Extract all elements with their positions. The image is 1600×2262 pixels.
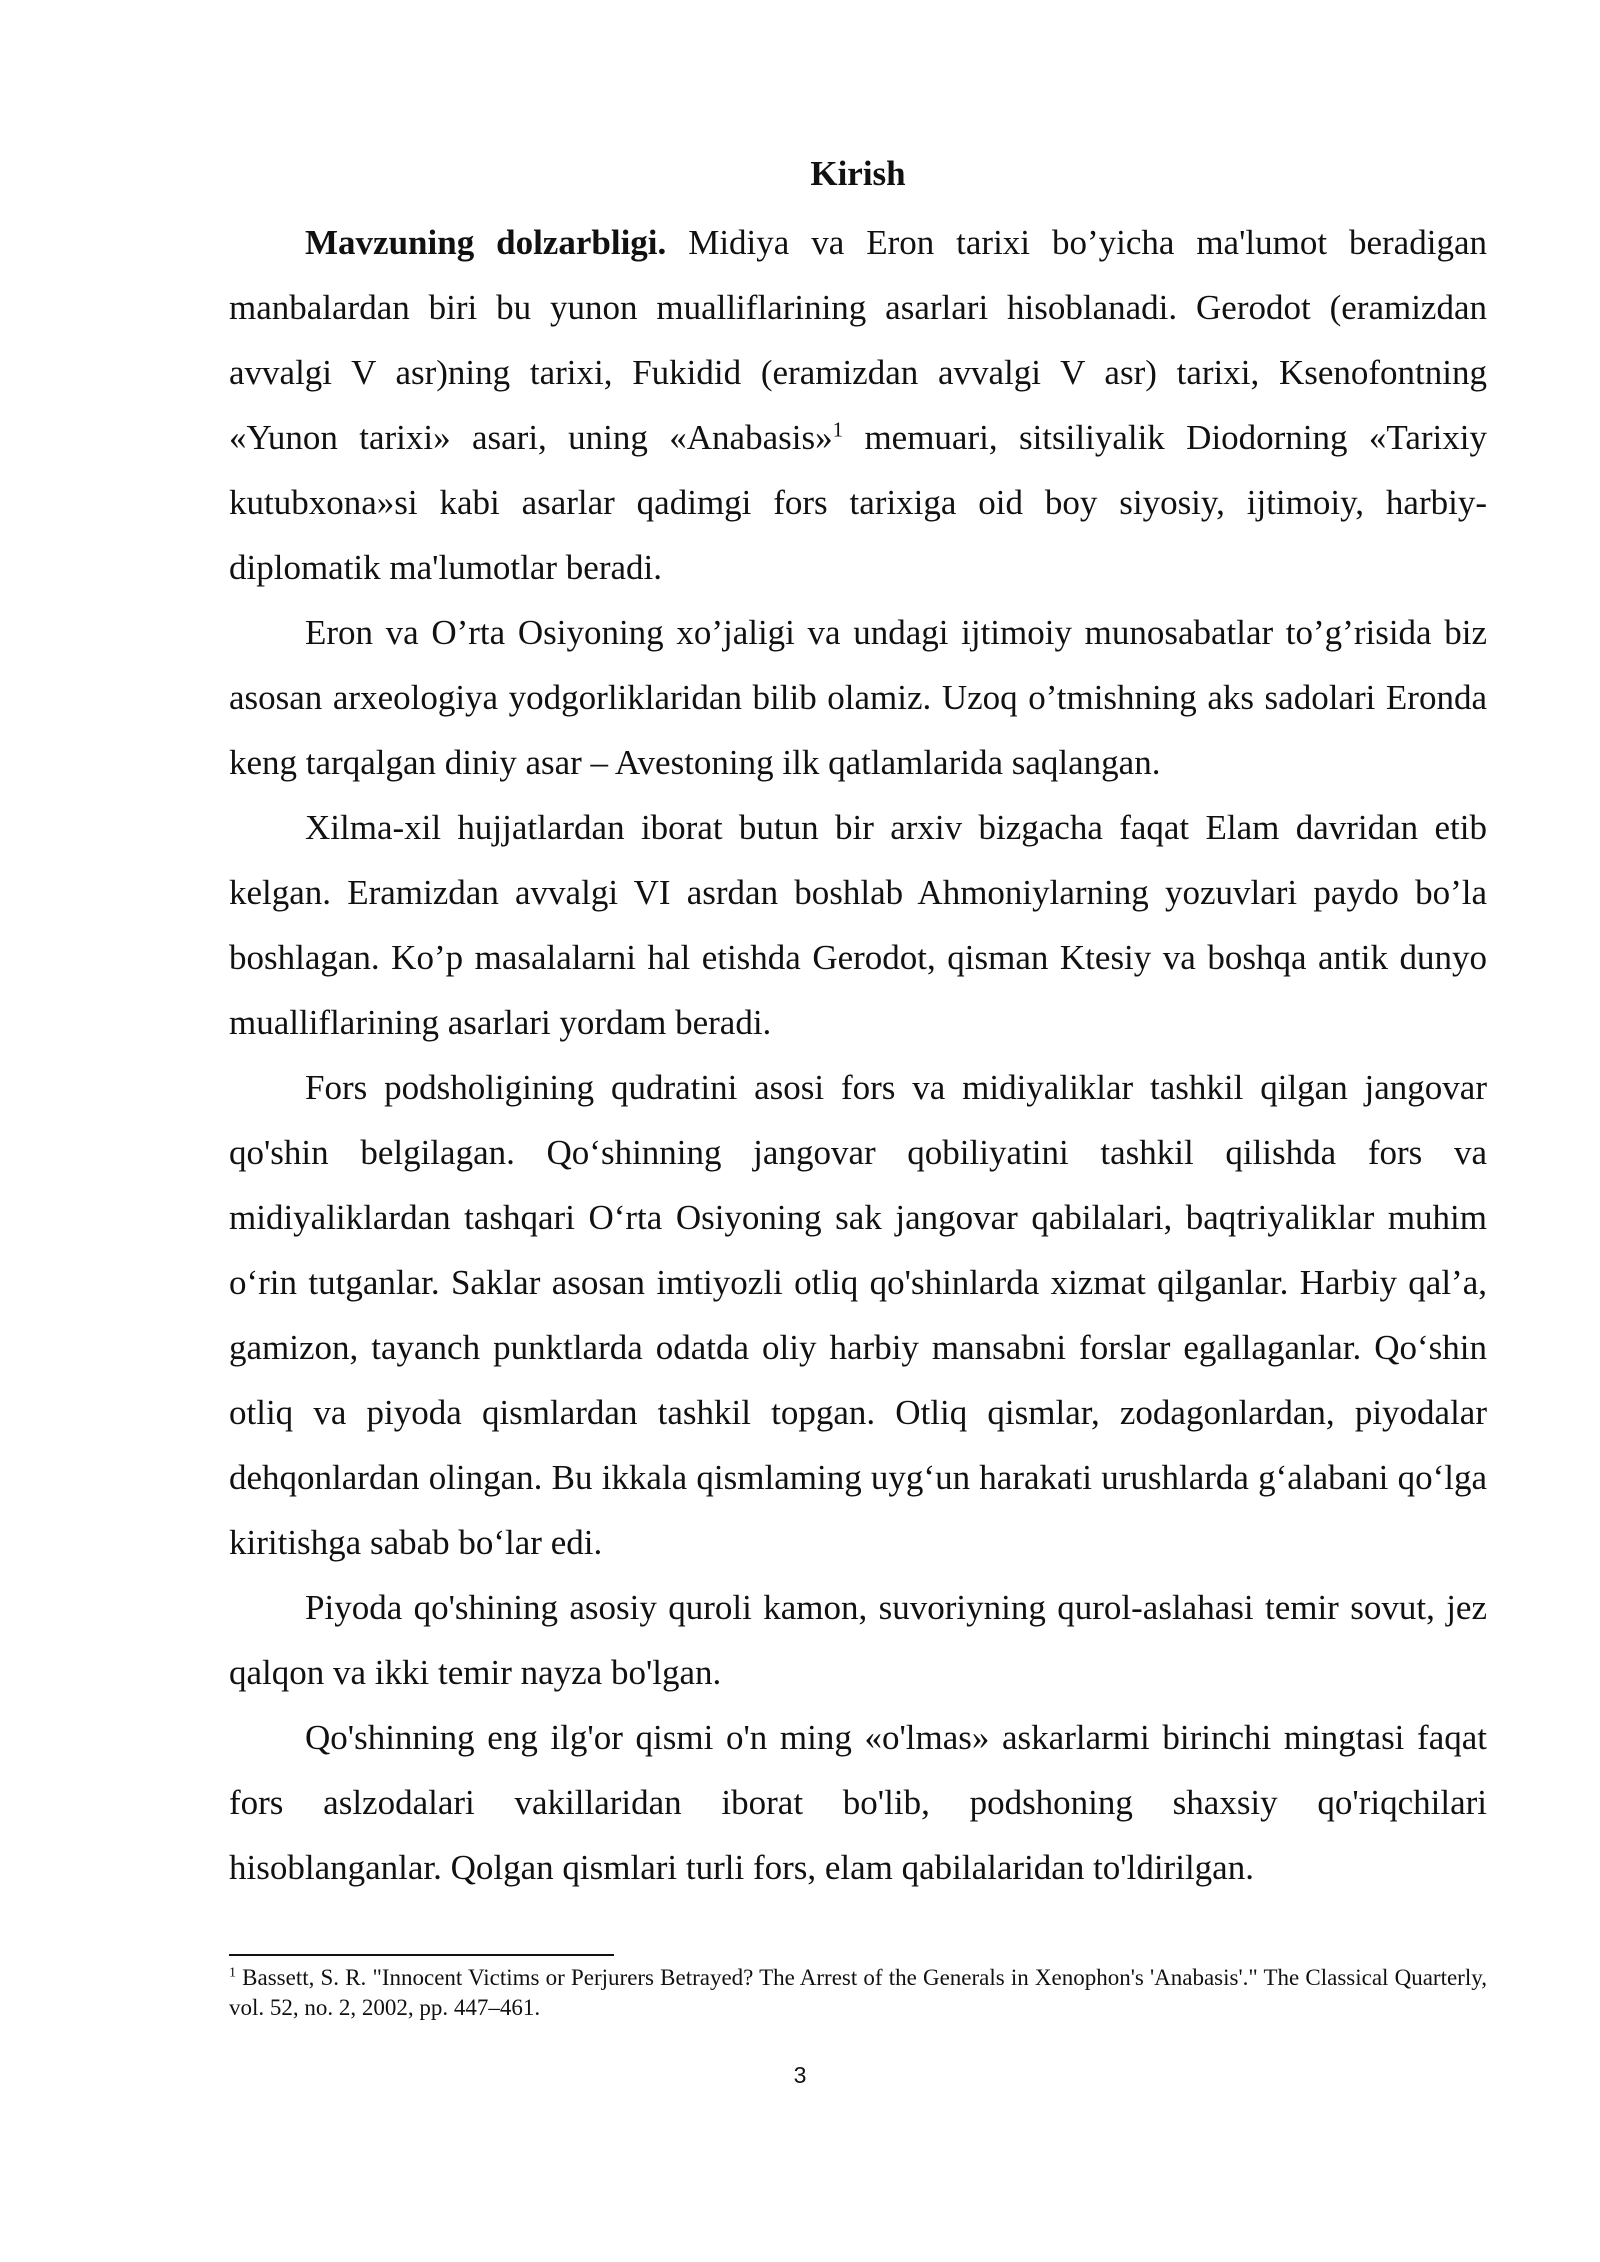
- lead-phrase: Mavzuning dolzarbligi.: [305, 223, 667, 262]
- intro-text-start: Midiya va Eron tarixi bo’yicha ma'lumot beradigan manbalardan biri bu yunon mualliflarining asarlari hisoblanadi. Gerodot (eramizdan avvalgi V asr)ning tarixi, Fukidid (eramizdan avvalgi V asr) tarixi, Ksenofontning «Yunon tarixi» asari, uning «Anabasis»: [229, 223, 1487, 457]
- intro-text-end: memuari, sitsiliyalik Diodorning «Tarixiy kutubxona»si kabi asarlar qadimgi fors tarixiga oid boy siyosiy, ijtimoiy, harbiy-diplomatik ma'lumotlar beradi.: [229, 418, 1487, 587]
- footnote-separator: [229, 1954, 614, 1956]
- body-paragraph: Fors podsholigining qudratini asosi fors va midiyaliklar tashkil qilgan jangovar qo'shin belgilagan. Qo‘shinning jangovar qobiliyatini tashkil qilishda fors va midiyaliklardan tashqari O‘rta Osiyoning sak jangovar qabilalari, baqtriyaliklar muhim o‘rin tutganlar. Saklar asosan imtiyozli otliq qo'shinlarda xizmat qilganlar. Harbiy qal’a, gamizon, tayanch punktlarda odatda oliy harbiy mansabni forslar egallaganlar. Qo‘shin otliq va piyoda qismlardan tashkil topgan. Otliq qismlar, zodagonlardan, piyodalar dehqonlardan olingan. Bu ikkala qismlaming uyg‘un harakati urushlarda g‘alabani qo‘lga kiritishga sabab bo‘lar edi.: [229, 1068, 1487, 1562]
- footnote-reference[interactable]: 1: [832, 417, 844, 442]
- footnote-mark: 1: [229, 1965, 236, 1981]
- body-paragraph: Xilma-xil hujjatlardan iborat butun bir arxiv bizgacha faqat Elam davridan etib kelgan. Eramizdan avvalgi VI asrdan boshlab Ahmoniylarning yozuvlari paydo bo’la boshlagan. Ko’p masalalarni hal etishda Gerodot, qisman Ktesiy va boshqa antik dunyo mualliflarining asarlari yordam beradi.: [229, 808, 1487, 1042]
- page-body: [229, 148, 1487, 1900]
- intro-paragraph: [229, 210, 1487, 600]
- page-number: 3: [793, 2062, 807, 2088]
- body-paragraph: Eron va O’rta Osiyoning xo’jaligi va undagi ijtimoiy munosabatlar to’g’risida biz asosan arxeologiya yodgorliklaridan bilib olamiz. Uzoq o’tmishning aks sadolari Eronda keng tarqalgan diniy asar – Avestoning ilk qatlamlarida saqlangan.: [229, 613, 1487, 782]
- section-title: Kirish: [810, 154, 906, 193]
- footnote: [229, 1963, 1487, 2023]
- footnote-text: Bassett, S. R. "Innocent Victims or Perjurers Betrayed? The Arrest of the Generals in Xenophon's 'Anabasis'." The Classical Quarterly, vol. 52, no. 2, 2002, pp. 447–461.: [229, 1965, 1487, 2020]
- body-paragraph: Piyoda qo'shining asosiy quroli kamon, suvoriyning qurol-aslahasi temir sovut, jez qalqon va ikki temir nayza bo'lgan.: [229, 1588, 1487, 1692]
- body-paragraph: Qo'shinning eng ilg'or qismi o'n ming «o'lmas» askarlarmi birinchi mingtasi faqat fors aslzodalari vakillaridan iborat bo'lib, podshoning shaxsiy qo'riqchilari hisoblanganlar. Qolgan qismlari turli fors, elam qabilalaridan to'ldirilgan.: [229, 1718, 1487, 1887]
